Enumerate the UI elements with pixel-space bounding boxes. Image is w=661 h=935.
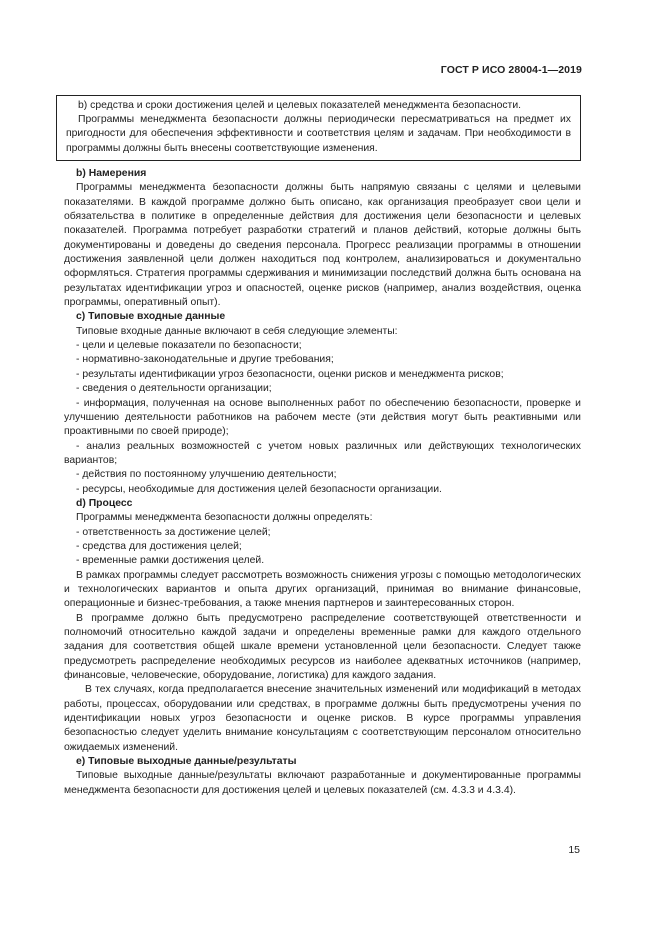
list-item: - результаты идентификации угроз безопасности, оценки рисков и менеджмента рисков; xyxy=(76,368,504,380)
paragraph: Программы менеджмента безопасности должны быть напрямую связаны с целями и целевыми показателями. В каждой программе должно быть описано, как организация преобразует свои цели и обязательства в политике в определенные действия для достижения цели безопасности и целевых показателей. Программа потребует разработки стратегий и планов действий, которые должны быть документированы и доведены до сведения персонала. Прогресс реализации программы в отношении достижения заявленной цели должен находиться под контролем, анализироваться и документально оформляться. Стратегия программы сдерживания и минимизации последствий должна быть основана на результатах идентификации угроз и опасностей, оценке рисков (например, анализ воздействия, оценка программы, оперативный опыт). xyxy=(64,182,581,309)
section-heading: d) Процесс xyxy=(76,497,133,509)
list-item: - действия по постоянному улучшению деятельности; xyxy=(76,469,337,481)
paragraph: Программы менеджмента безопасности должны определять: xyxy=(76,512,373,524)
note-paragraph: Программы менеджмента безопасности должны периодически пересматриваться на предмет их пригодности для обеспечения эффективности и соответствия целям и задачам. При необходимости в программы должны быть внесены соответствующие изменения. xyxy=(66,114,571,154)
list-item: - анализ реальных возможностей с учетом новых различных или действующих технологических вариантов; xyxy=(64,440,581,466)
document-header: ГОСТ Р ИСО 28004-1—2019 xyxy=(440,64,582,76)
note-paragraph: b) средства и сроки достижения целей и целевых показателей менеджмента безопасности. xyxy=(78,100,522,111)
list-item: - ресурсы, необходимые для достижения целей безопасности организации. xyxy=(76,483,442,495)
section-heading: е) Типовые выходные данные/результаты xyxy=(76,756,297,768)
section-heading: с) Типовые входные данные xyxy=(76,311,226,323)
note-box xyxy=(56,95,581,161)
list-item: - сведения о деятельности организации; xyxy=(76,383,272,395)
list-item: - средства для достижения целей; xyxy=(76,540,242,552)
paragraph: В рамках программы следует рассмотреть возможность снижения угрозы с помощью методологических и технологических вариантов и опыта других организаций, принимая во внимание финансовые, операционные и бизнес-требования, а также мнения партнеров и заинтересованных сторон. xyxy=(64,569,581,610)
list-item: - временные рамки достижения целей. xyxy=(76,555,265,567)
list-item: - информация, полученная на основе выполненных работ по обеспечению безопасности, проверке и улучшению деятельности работников на рабочем месте (эти действия могут быть реактивными или проактивными по своей природе); xyxy=(64,397,581,438)
paragraph: Типовые входные данные включают в себя следующие элементы: xyxy=(76,325,398,337)
list-item: - нормативно-законодательные и другие требования; xyxy=(76,354,334,366)
list-item: - цели и целевые показатели по безопасности; xyxy=(76,340,302,352)
paragraph: В тех случаях, когда предполагается внесение значительных изменений или модификаций в методах работы, процессах, оборудовании или средствах, в программе должны быть предусмотрены учения по идентификации новых угроз безопасности и оценке рисков. В курсе программы управления безопасностью следует уделить внимание консультациям с соответствующим персоналом относительно ожидаемых изменений. xyxy=(64,684,581,753)
paragraph: В программе должно быть предусмотрено распределение соответствующей ответственности и полномочий относительно каждой задачи и определены временные рамки для каждого отдельного задания для соответствия общей шкале времени установленной цели безопасности. Следует также предусмотреть распределение необходимых ресурсов из наиболее адекватных источников (например, финансовые, человеческие, оборудование, логистика) для каждого задания. xyxy=(64,612,581,682)
paragraph: Типовые выходные данные/результаты включают разработанные и документированные программы менеджмента безопасности для достижения целей и целевых показателей (см. 4.3.3 и 4.3.4). xyxy=(64,770,581,796)
main-content xyxy=(64,167,581,798)
list-item: - ответственность за достижение целей; xyxy=(76,526,271,538)
page-number: 15 xyxy=(568,844,580,856)
section-heading: b) Намерения xyxy=(76,168,147,179)
